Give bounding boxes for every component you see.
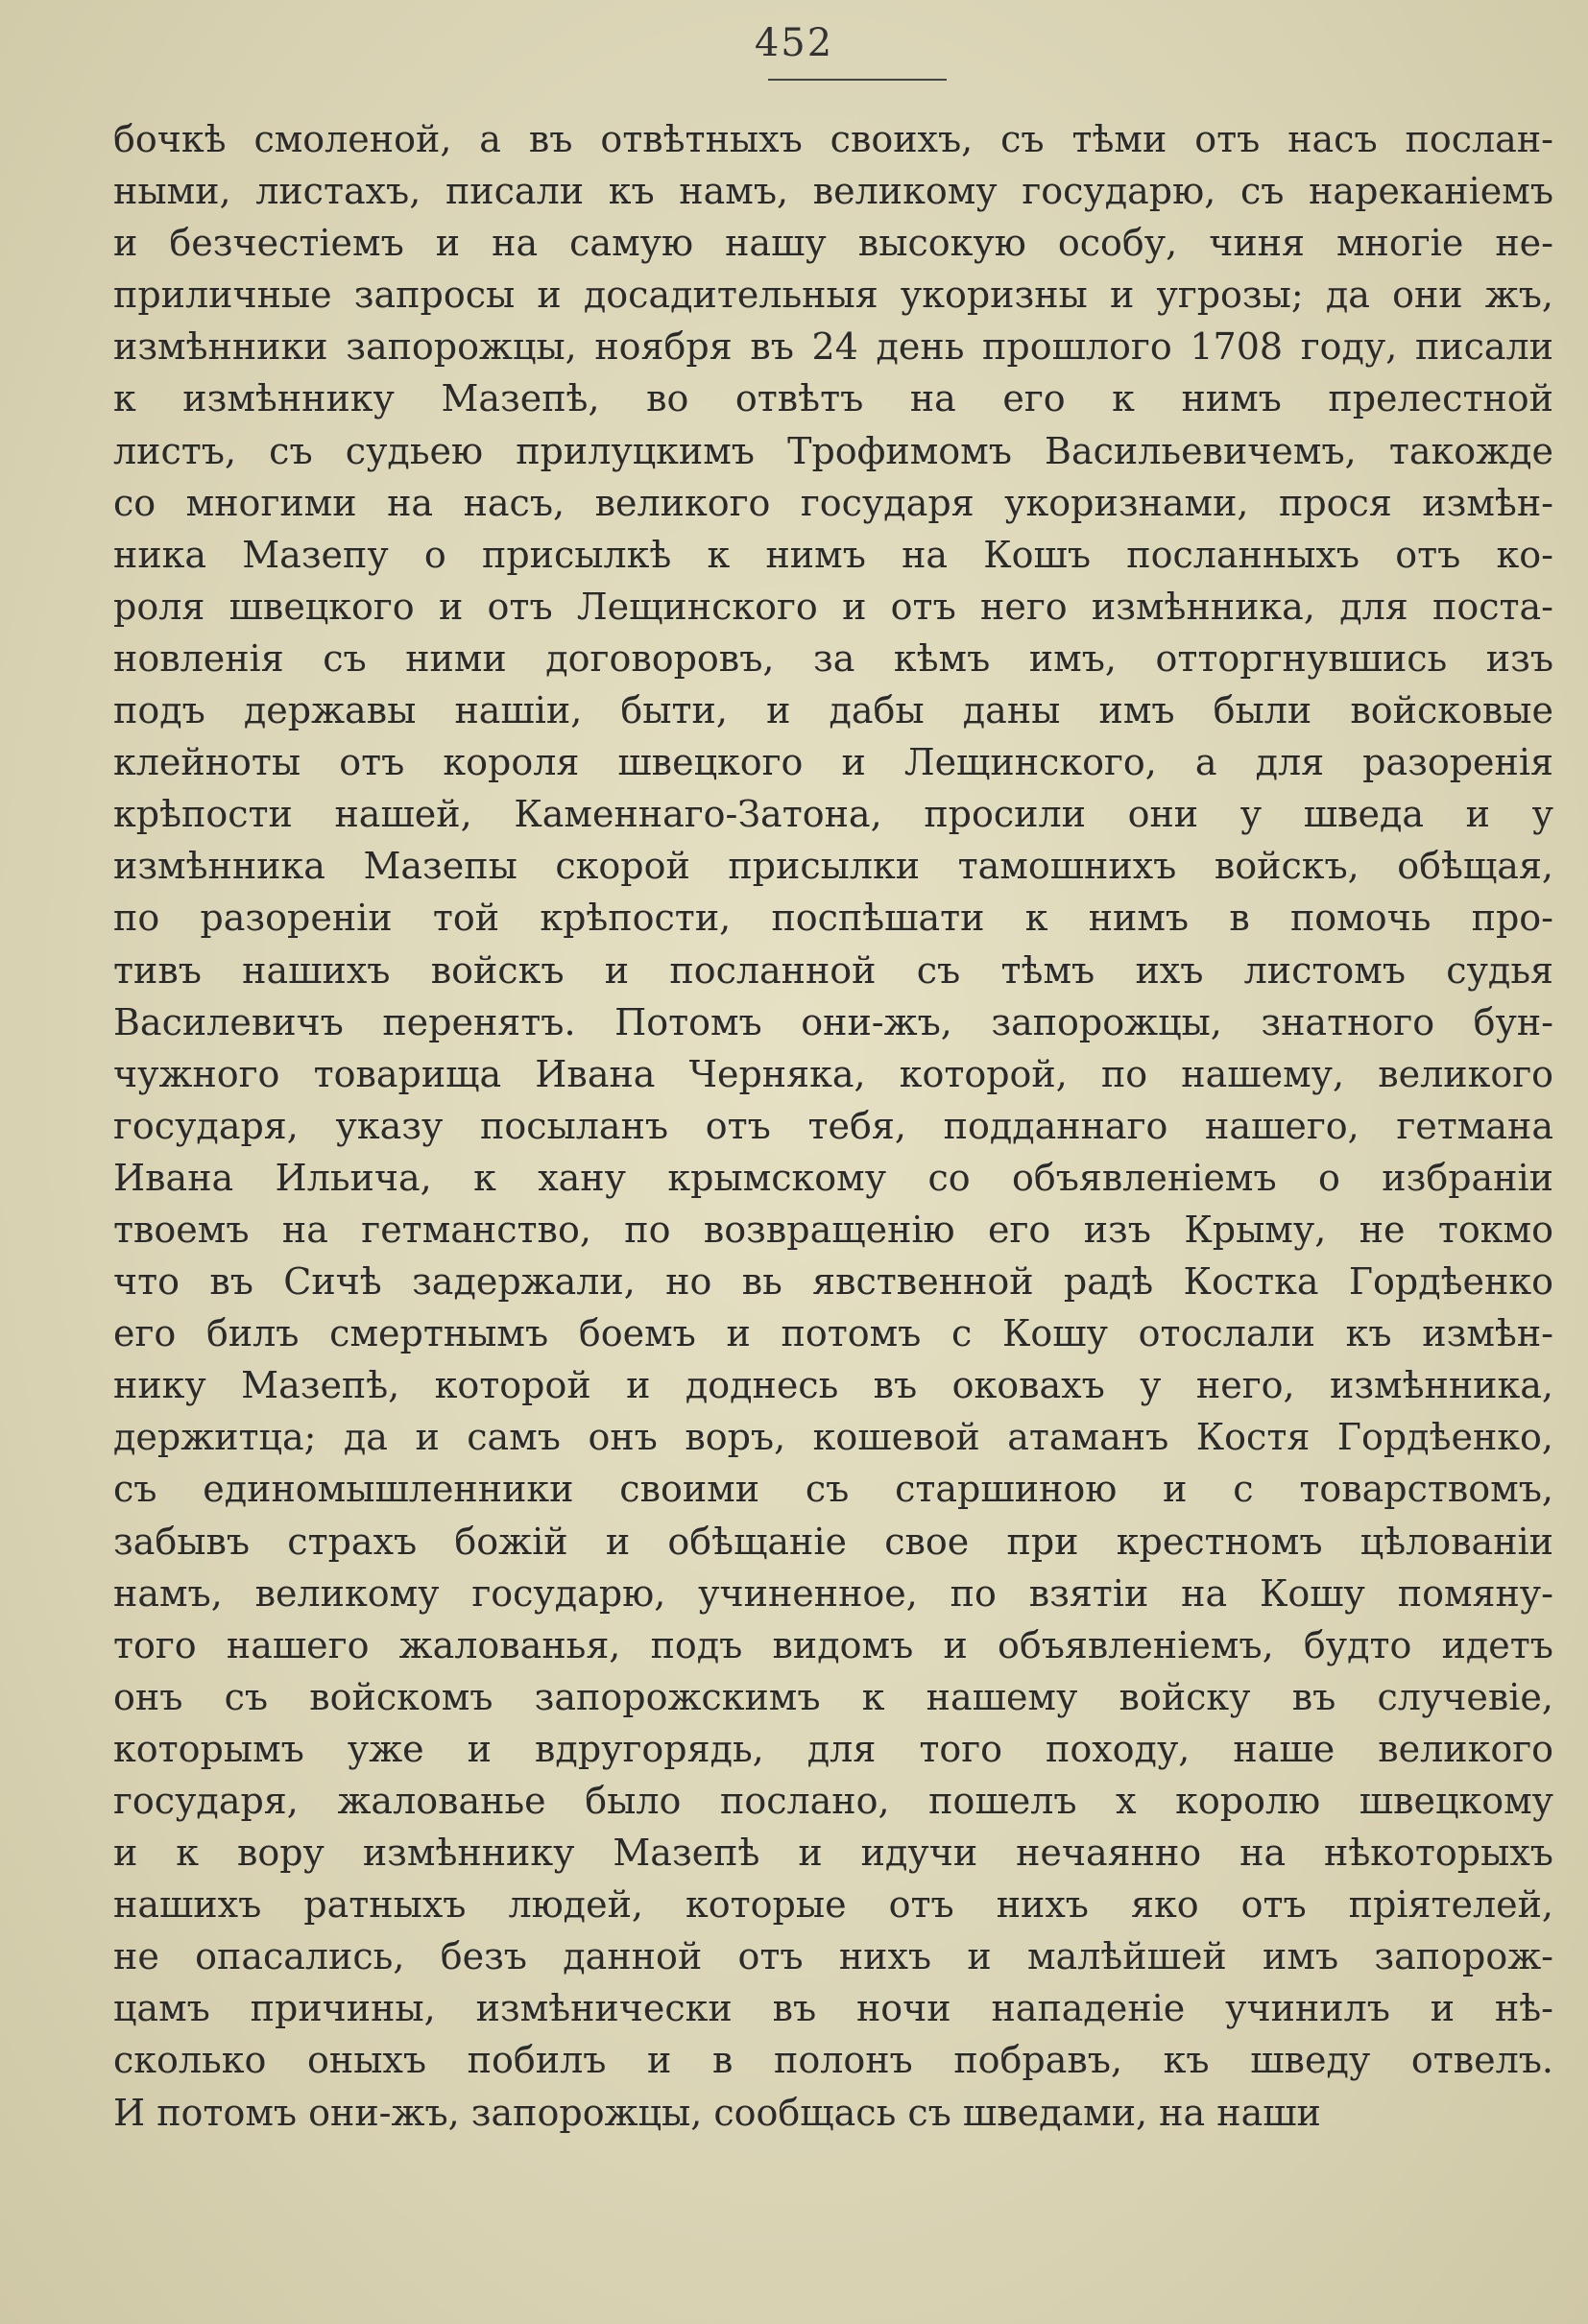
page-number: 452 bbox=[754, 21, 834, 65]
text-line: онъ съ войскомъ запорожскимъ к нашему войску въ случевіе, bbox=[113, 1675, 1553, 1718]
text-line: листъ, съ судьею прилуцкимъ Трофимомъ Васильевичемъ, такожде bbox=[113, 429, 1553, 472]
text-line: и безчестіемъ и на самую нашу высокую особу, чиня многіе не- bbox=[113, 222, 1553, 265]
text-line: к измѣннику Мазепѣ, во отвѣтъ на его к нимъ прелестной bbox=[113, 377, 1553, 420]
text-line: нашихъ ратныхъ людей, которые отъ нихъ яко отъ пріятелей, bbox=[113, 1883, 1553, 1927]
text-line: того нашего жалованья, подъ видомъ и объявленіемъ, будто идетъ bbox=[113, 1623, 1553, 1666]
text-line: измѣнника Мазепы скорой присылки тамошнихъ войскъ, обѣщая, bbox=[113, 845, 1553, 888]
text-line: что въ Сичѣ задержали, но вь явственной радѣ Костка Гордѣенко bbox=[113, 1260, 1553, 1304]
text-line: крѣпости нашей, Каменнаго-Затона, просили они у шведа и у bbox=[113, 793, 1553, 836]
text-line: приличные запросы и досадительныя укоризны и угрозы; да они жъ, bbox=[113, 274, 1553, 317]
text-line: и к вору измѣннику Мазепѣ и идучи нечаянно на нѣкоторыхъ bbox=[113, 1832, 1553, 1875]
text-line: нику Мазепѣ, которой и доднесь въ оковахъ у него, измѣнника, bbox=[113, 1364, 1553, 1407]
text-line: роля швецкого и отъ Лещинского и отъ него измѣнника, для поста- bbox=[113, 585, 1553, 628]
text-line: ника Мазепу о присылкѣ к нимъ на Кошъ посланныхъ отъ ко- bbox=[113, 533, 1553, 576]
text-line: тивъ нашихъ войскъ и посланной съ тѣмъ ихъ листомъ судья bbox=[113, 948, 1553, 992]
text-line: Ивана Ильича, к хану крымскому со объявленіемъ о избраніи bbox=[113, 1156, 1553, 1199]
text-line: И потомъ они-жъ, запорожцы, сообщась съ шведами, на наши bbox=[113, 2091, 1321, 2134]
text-line: твоемъ на гетманство, по возвращенію его изъ Крыму, не токмо bbox=[113, 1208, 1553, 1251]
text-line: ными, листахъ, писали къ намъ, великому государю, съ нареканіемъ bbox=[113, 170, 1553, 213]
text-line: его билъ смертнымъ боемъ и потомъ с Кошу отослали къ измѣн- bbox=[113, 1312, 1553, 1355]
text-line: намъ, великому государю, учиненное, по взятіи на Кошу помяну- bbox=[113, 1571, 1553, 1615]
header-rule bbox=[768, 79, 947, 81]
text-line: подъ державы нашіи, быти, и дабы даны имъ были войсковые bbox=[113, 689, 1553, 732]
text-line: держитца; да и самъ онъ воръ, кошевой атаманъ Костя Гордѣенко, bbox=[113, 1416, 1553, 1459]
text-line: государя, указу посыланъ отъ тебя, подданнаго нашего, гетмана bbox=[113, 1104, 1553, 1147]
text-line: чужного товарища Ивана Черняка, которой, по нашему, великого bbox=[113, 1052, 1553, 1095]
text-line: бочкѣ смоленой, а въ отвѣтныхъ своихъ, съ тѣми отъ насъ послан- bbox=[113, 118, 1553, 160]
text-line: которымъ уже и вдругорядь, для того походу, наше великого bbox=[113, 1727, 1553, 1770]
text-line: цамъ причины, измѣнически въ ночи нападеніе учинилъ и нѣ- bbox=[113, 1987, 1553, 2030]
text-line: забывъ страхъ божій и обѣщаніе свое при крестномъ цѣлованіи bbox=[113, 1520, 1553, 1563]
text-line: со многими на насъ, великого государя укоризнами, прося измѣн- bbox=[113, 481, 1553, 524]
text-line: съ единомышленники своими съ старшиною и с товарствомъ, bbox=[113, 1468, 1553, 1511]
text-line: клейноты отъ короля швецкого и Лещинского, а для разоренія bbox=[113, 741, 1553, 784]
text-line: сколько оныхъ побилъ и в полонъ побравъ, къ шведу отвелъ. bbox=[113, 2039, 1553, 2082]
text-line: по разореніи той крѣпости, поспѣшати к нимъ в помочь про- bbox=[113, 897, 1553, 940]
text-line: государя, жалованье было послано, пошелъ х королю швецкому bbox=[113, 1780, 1553, 1822]
body-text bbox=[113, 113, 1553, 2139]
text-line: измѣнники запорожцы, ноября въ 24 день прошлого 1708 году, писали bbox=[113, 325, 1553, 369]
text-line: новленія съ ними договоровъ, за кѣмъ имъ, отторгнувшись изъ bbox=[113, 636, 1553, 680]
text-line: Василевичъ перенятъ. Потомъ они-жъ, запорожцы, знатного бун- bbox=[113, 1000, 1553, 1043]
text-line: не опасались, безъ данной отъ нихъ и малѣйшей имъ запорож- bbox=[113, 1935, 1553, 1978]
